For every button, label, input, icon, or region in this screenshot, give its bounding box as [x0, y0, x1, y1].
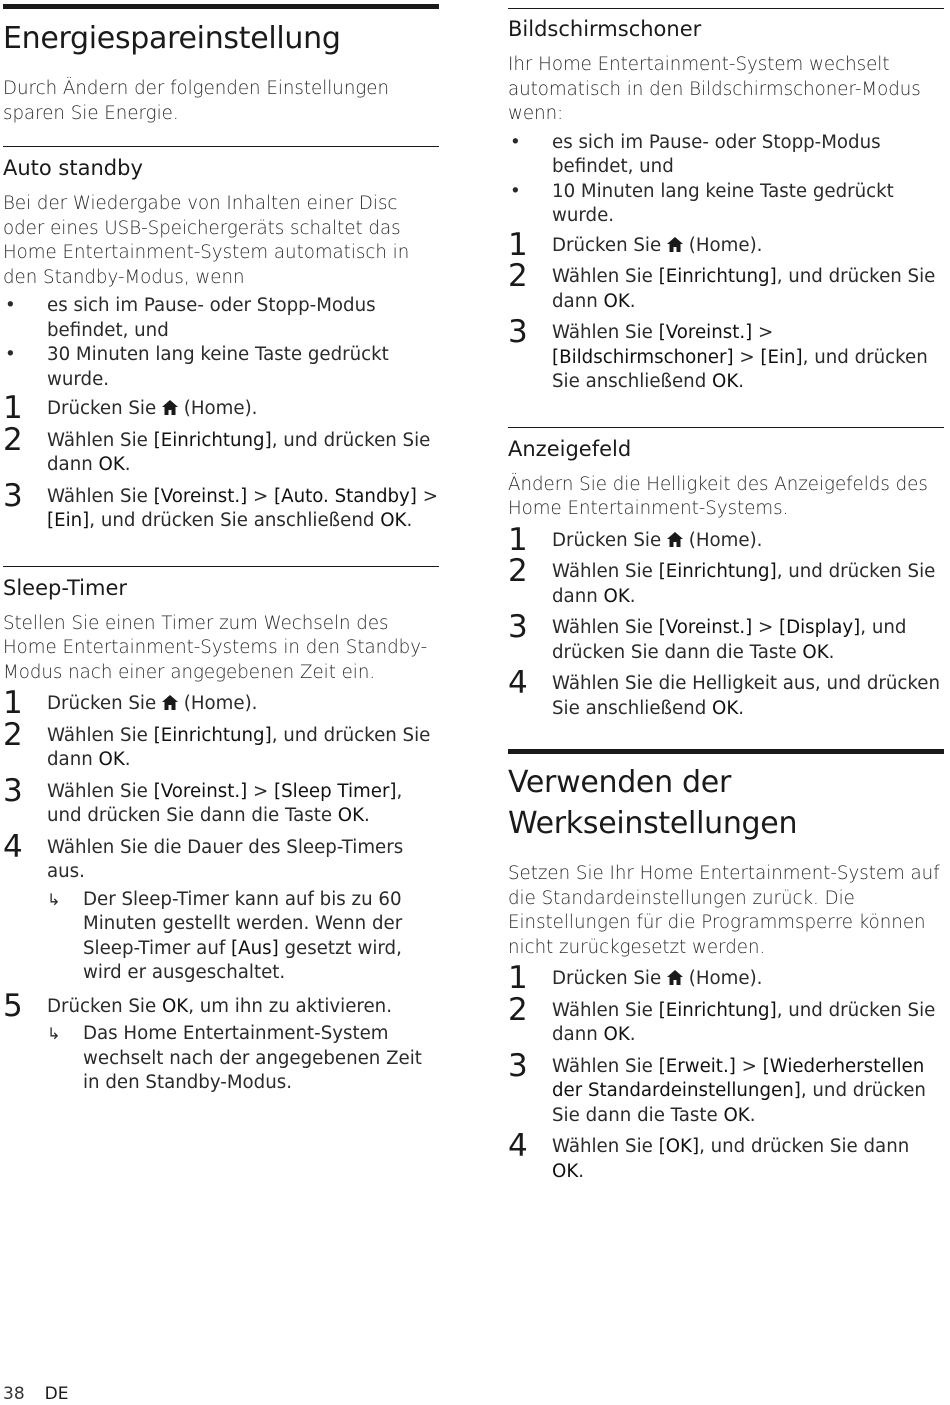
step-2: 2 Wählen Sie [Einrichtung], und drücken Sie dann OK. [3, 421, 431, 475]
step-2: 2 Wählen Sie [Einrichtung], und drücken Sie dann OK. [508, 258, 936, 312]
subsection-rule [3, 566, 439, 567]
factory-text: Setzen Sie Ihr Home Entertainment-System auf die Standardeinstellungen zurück. Die Einstellungen für die Programmsperre können nicht zurückgesetzt werden. [508, 863, 940, 958]
list-item: • es sich im Pause- oder Stopp-Modus befindet, und [5, 295, 376, 341]
display-title: Anzeigefeld [508, 436, 632, 461]
screensaver-text: Ihr Home Entertainment-System wechselt automatisch in den Bildschirmschoner-Modus wenn: [508, 54, 921, 124]
list-item: • es sich im Pause- oder Stopp-Modus befindet, und [510, 131, 881, 177]
step-1: 1 Drücken Sie (Home). [3, 685, 258, 721]
home-icon [667, 237, 683, 252]
factory-steps [508, 960, 944, 1184]
page-number: 38 [3, 1384, 25, 1404]
sleep-timer-text: Stellen Sie einen Timer zum Wechseln des Home Entertainment-Systems in den Standby-Modus nach einer angegebenen Zeit ein. [3, 612, 428, 683]
left-column [3, 0, 439, 1096]
step-1: 1 Drücken Sie (Home). [508, 960, 763, 996]
step-3: 3 Wählen Sie [Voreinst.] > [Auto. Standby] > [Ein], und drücken Sie anschließend OK. [3, 477, 438, 531]
subsection-rule [3, 146, 439, 147]
step-1: 1 Drücken Sie (Home). [508, 226, 763, 263]
screensaver-title: Bildschirmschoner [508, 17, 702, 41]
auto-standby-text: Bei der Wiedergabe von Inhalten einer Disc oder eines USB-Speichergeräts schaltet das Home Entertainment-System automatisch in den Standby-Modus, wenn [3, 193, 410, 288]
step-5: 5 Drücken Sie OK, um ihn zu aktivieren. ↳ Das Home Entertainment-System wechselt nach der angegebenen Zeit in den Standby-Modus. [3, 995, 439, 1096]
screensaver-bullets [508, 131, 944, 229]
page-footer [3, 1383, 68, 1405]
result-arrow-icon: ↳ [47, 1024, 61, 1043]
energy-intro: Durch Ändern der folgenden Einstellungen sparen Sie Energie. [3, 78, 389, 124]
screensaver-steps [508, 226, 944, 395]
step-2: 2 Wählen Sie [Einrichtung], und drücken Sie dann OK. [508, 991, 936, 1045]
auto-standby-bullets [3, 294, 439, 392]
section-rule [3, 4, 439, 9]
home-icon [162, 695, 178, 710]
home-icon [667, 532, 683, 547]
step-4: 4 Wählen Sie die Helligkeit aus, und drücken Sie anschließend OK. [508, 665, 941, 719]
display-steps [508, 521, 944, 722]
sleep-timer-steps [3, 685, 439, 1096]
step-2: 2 Wählen Sie [Einrichtung], und drücken Sie dann OK. [3, 716, 431, 770]
auto-standby-steps [3, 390, 439, 534]
home-icon [667, 970, 683, 985]
step-3: 3 Wählen Sie [Voreinst.] > [Bildschirmschoner] > [Ein], und drücken Sie anschließend OK. [508, 314, 928, 392]
factory-title: Verwenden der Werkseinstellungen [508, 765, 798, 841]
display-text: Ändern Sie die Helligkeit des Anzeigefelds des Home Entertainment-Systems. [508, 473, 928, 519]
list-item: • 30 Minuten lang keine Taste gedrückt wurde. [5, 344, 389, 390]
result-note: ↳ Das Home Entertainment-System wechselt nach der angegebenen Zeit in den Standby-Modus. [47, 1023, 422, 1093]
home-icon [162, 400, 178, 415]
auto-standby-title: Auto standby [3, 156, 143, 180]
energy-title: Energiespareinstellung [3, 21, 341, 56]
section-rule [508, 749, 944, 754]
step-4: 4 Wählen Sie [OK], und drücken Sie dann OK. [508, 1128, 910, 1182]
result-arrow-icon: ↳ [47, 889, 61, 909]
step-4: 4 Wählen Sie die Dauer des Sleep-Timers aus. ↳ Der Sleep-Timer kann auf bis zu 60 Minuten gestellt werden. Wenn der Sleep-Timer auf [Aus] gesetzt wird, wird er ausgeschaltet. [3, 836, 439, 986]
step-1: 1 Drücken Sie (Home). [508, 521, 763, 558]
right-column [508, 0, 944, 1184]
result-note: ↳ Der Sleep-Timer kann auf bis zu 60 Minuten gestellt werden. Wenn der Sleep-Timer auf [Aus] gesetzt wird, wird er ausgeschaltet. [47, 888, 403, 983]
subsection-rule [508, 427, 944, 428]
step-3: 3 Wählen Sie [Voreinst.] > [Sleep Timer], und drücken Sie dann die Taste OK. [3, 772, 403, 826]
subsection-rule [508, 8, 944, 9]
step-3: 3 Wählen Sie [Erweit.] > [Wiederherstellen der Standardeinstellungen], und drücken Sie dann die Taste OK. [508, 1047, 926, 1126]
step-3: 3 Wählen Sie [Voreinst.] > [Display], und drücken Sie dann die Taste OK. [508, 609, 907, 663]
list-item: • 10 Minuten lang keine Taste gedrückt wurde. [510, 180, 894, 226]
step-1: 1 Drücken Sie (Home). [3, 390, 258, 426]
sleep-timer-title: Sleep-Timer [3, 575, 128, 600]
step-2: 2 Wählen Sie [Einrichtung], und drücken Sie dann OK. [508, 553, 936, 607]
language-code: DE [44, 1384, 69, 1404]
